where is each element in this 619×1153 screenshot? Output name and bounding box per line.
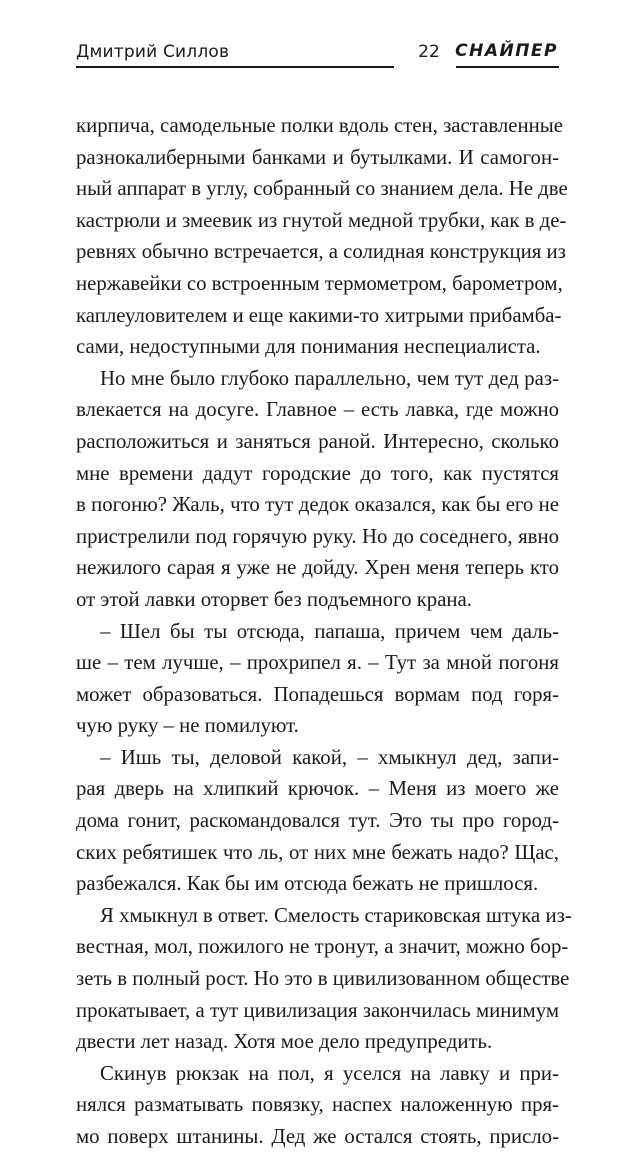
text-line: нержавейки со встроенным термометром, барометром, [76, 271, 563, 295]
page-header [0, 0, 619, 72]
text-line: разнокалиберными банками и бутылками. И самогон- [76, 145, 559, 169]
text-line: дома гонит, раскомандовался тут. Это ты про город- [76, 809, 559, 833]
text-line: каплеуловителем и еще какими-то хитрыми прибамба- [76, 303, 562, 327]
running-header-series-title: СНАЙПЕР [455, 41, 558, 61]
text-line: ный аппарат в углу, собранный со знанием дела. Не две [76, 177, 568, 201]
text-line: может образоваться. Попадешься вормам под горя- [76, 682, 559, 706]
text-line: прокатывает, а тут цивилизация закончилась минимум [76, 998, 559, 1022]
text-line: вестная, мол, пожилого не тронут, а значит, можно бор- [76, 935, 569, 959]
text-line: влекается на досуге. Главное – есть лавка, где можно [76, 398, 559, 422]
running-header-author: Дмитрий Силлов [76, 42, 230, 62]
text-line: нялся разматывать повязку, наспех наложенную пря- [76, 1093, 559, 1117]
text-line: – Ишь ты, деловой какой, – хмыкнул дед, запи- [100, 745, 559, 769]
text-line: расположиться и заняться раной. Интересно, сколько [76, 429, 559, 453]
text-line: кастрюли и змеевик из гнутой медной трубки, как в де- [76, 208, 567, 232]
text-line: сами, недоступными для понимания неспециалиста. [76, 335, 541, 359]
text-line: Я хмыкнул в ответ. Смелость стариковская штука из- [100, 903, 572, 927]
text-line: чую руку – не помилуют. [76, 714, 299, 738]
text-line: от этой лавки оторвет без подъемного крана. [76, 587, 472, 611]
body-text [76, 110, 572, 1153]
header-rule-right [456, 66, 559, 68]
page-number: 22 [418, 42, 440, 62]
text-line: – Шел бы ты отсюда, папаша, причем чем даль- [100, 619, 559, 643]
text-line: нежилого сарая я уже не дойду. Хрен меня теперь кто [76, 556, 559, 580]
text-line: разбежался. Как бы им отсюда бежать не пришлося. [76, 872, 539, 896]
text-line: ше – тем лучше, – прохрипел я. – Тут за мной погоня [76, 651, 559, 675]
text-line: пристрелили под горячую руку. Но до соседнего, явно [76, 524, 559, 548]
text-line: в погоню? Жаль, что тут дедок оказался, как бы его не [76, 493, 559, 517]
text-line: мо поверх штанины. Дед же остался стоять, присло- [76, 1125, 559, 1148]
text-line: мне времени дадут городские до того, как пустятся [76, 461, 559, 485]
text-line: ских ребятишек что ль, от них мне бежать надо? Щас, [76, 840, 559, 864]
text-line: ревнях обычно встречается, а солидная конструкция из [76, 240, 566, 264]
text-line: кирпича, самодельные полки вдоль стен, заставленные [76, 114, 563, 137]
text-line: рая дверь на хлипкий крючок. – Меня из моего же [76, 777, 559, 801]
text-line: Скинув рюкзак на пол, я уселся на лавку и при- [100, 1061, 559, 1085]
text-line: Но мне было глубоко параллельно, чем тут дед раз- [100, 366, 559, 390]
text-line: зеть в полный рост. Но это в цивилизованном обществе [76, 967, 570, 991]
header-rule-left [76, 66, 394, 68]
text-line: двести лет назад. Хотя мое дело предупредить. [76, 1030, 493, 1054]
